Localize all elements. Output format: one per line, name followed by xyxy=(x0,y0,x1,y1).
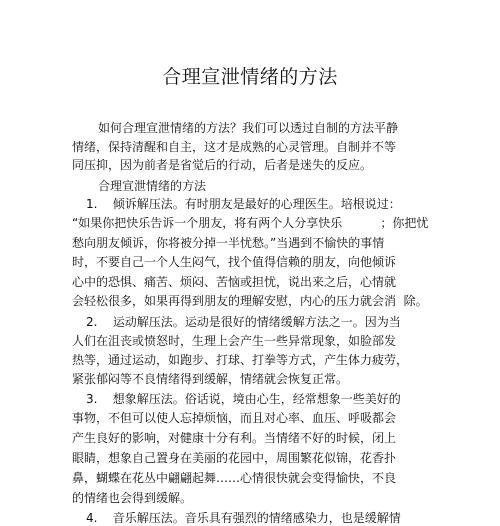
paragraph-line: 事物，不但可以使人忘掉烦恼，而且对心率、血压、呼吸都会 xyxy=(72,411,397,425)
list-item-heading: 4. 音乐解压法。音乐具有强烈的情绪感染力，也是缓解情 xyxy=(86,511,401,525)
list-item-heading: 3. 想象解压法。俗话说，境由心生，经常想象一些美好的 xyxy=(86,392,401,406)
paragraph-line: 人们在沮丧或愤怒时，生理上会产生一些异常现象，如脸部发 xyxy=(72,334,397,348)
paragraph-line: 鼻，蝴蝶在花丛中翩翩起舞……心情很快就会变得愉快，不良 xyxy=(72,471,397,485)
paragraph-line: 紧张郁闷等不良情绪得到缓解，情绪就会恢复正常。 xyxy=(72,372,349,386)
paragraph-line: 心中的恐惧、痛苦、烦闷、苦恼或担忧，说出来之后，心情就 xyxy=(72,275,397,289)
paragraph-line: 时，不要自己一个人生闷气，找个值得信赖的朋友，向他倾诉 xyxy=(72,255,397,269)
list-item-heading: 1. 倾诉解压法。有时朋友是最好的心理医生。培根说过： xyxy=(86,197,401,211)
paragraph-line: 如何合理宣泄情绪的方法？我们可以透过自制的方法平静 xyxy=(98,121,399,135)
paragraph-line: “如果你把快乐告诉一个朋友，将有两个人分享快乐 ；你把忧 xyxy=(72,216,429,230)
list-item-heading: 2. 运动解压法。运动是很好的情绪缓解方法之一。因为当 xyxy=(86,315,401,329)
document-title: 合理宣泄情绪的方法 xyxy=(162,66,338,88)
section-heading: 合理宣泄情绪的方法 xyxy=(98,179,207,193)
paragraph-line: 的情绪也会得到缓解。 xyxy=(72,491,193,505)
paragraph-line: 热等，通过运动，如跑步、打球、打拳等方式，产生体力疲劳， xyxy=(72,353,409,367)
paragraph-line: 愁向朋友倾诉，你将被分掉一半忧愁。”当遇到不愉快的事情 xyxy=(72,236,385,250)
paragraph-line: 产生良好的影响，对健康十分有利。当情绪不好的时候，闭上 xyxy=(72,431,397,445)
paragraph-line: 情绪，保持清醒和自主，这才是成熟的心灵管理。自制并不等 xyxy=(72,140,397,154)
paragraph-line: 眼睛，想象自己置身在美丽的花园中，周围繁花似锦，花香扑 xyxy=(72,451,397,465)
paragraph-line: 同压抑，因为前者是省觉后的行动，后者是迷失的反应。 xyxy=(72,158,373,172)
paragraph-line: 会轻松很多，如果再得到朋友的理解安慰，内心的压力就会消 除。 xyxy=(72,294,428,308)
